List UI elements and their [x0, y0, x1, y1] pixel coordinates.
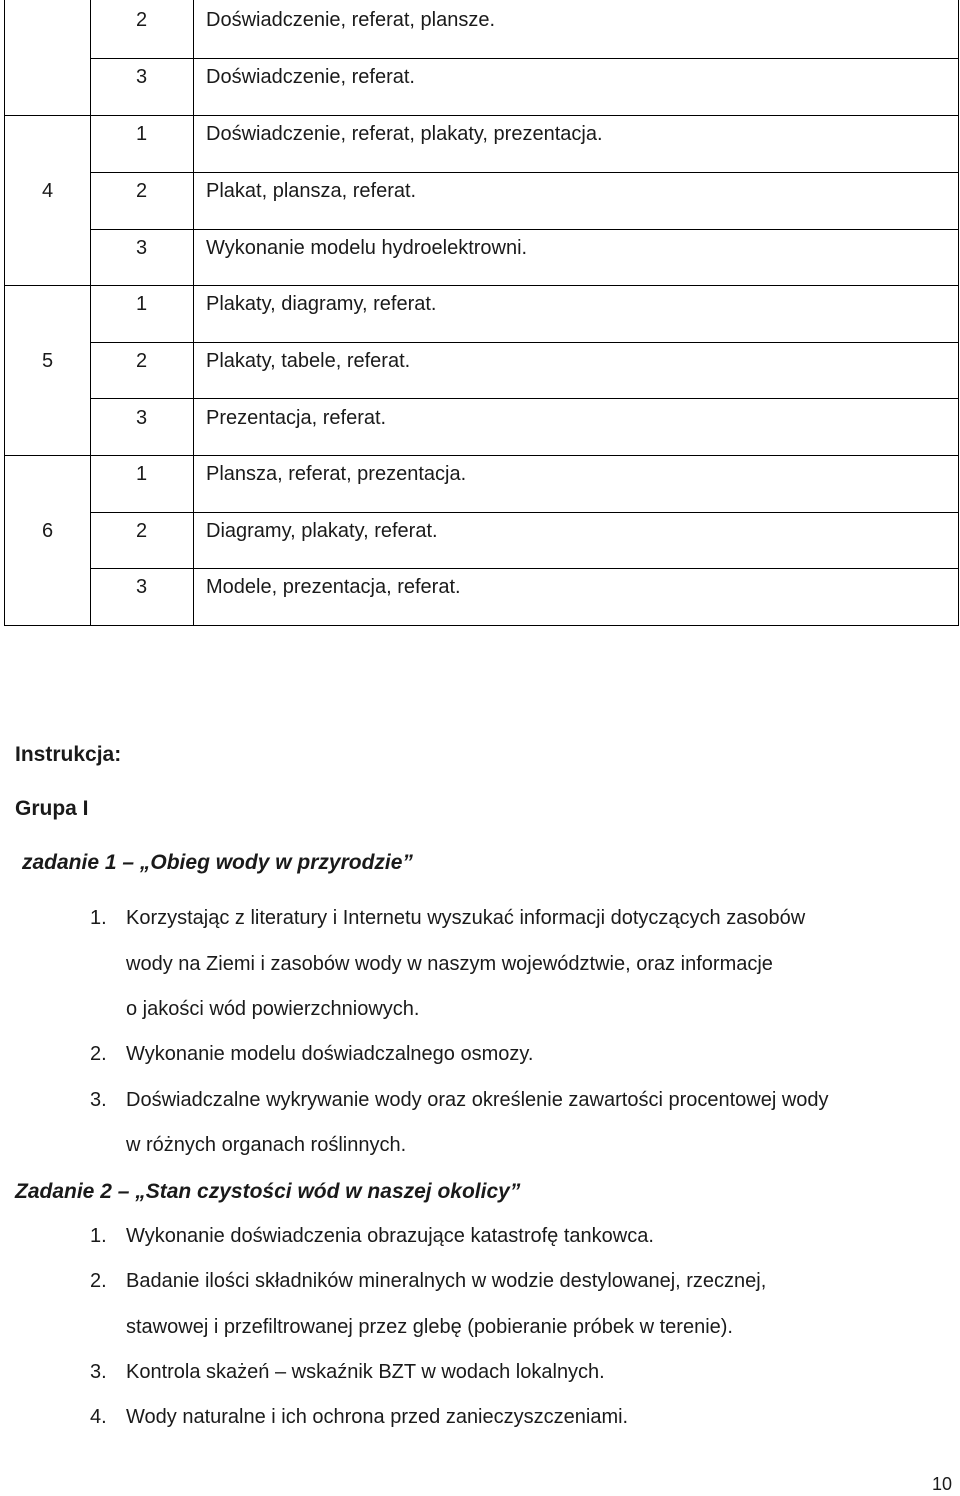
task2-item-number: 2.: [90, 1270, 107, 1292]
table-group-divider: [4, 455, 959, 456]
table-border-bottom: [4, 625, 959, 626]
task1-title: zadanie 1 – „Obieg wody w przyrodzie”: [22, 851, 413, 874]
table-cell-description: Doświadczenie, referat, plansze.: [206, 9, 496, 31]
table-cell-number: 2: [136, 9, 148, 31]
table-cell-number: 1: [136, 293, 148, 315]
task1-item-number: 3.: [90, 1089, 107, 1111]
table-cell-description: Modele, prezentacja, referat.: [206, 576, 461, 598]
table-row-divider: [90, 568, 959, 569]
page-number: 10: [931, 1474, 952, 1494]
table-row-divider: [90, 172, 959, 173]
task1-item-line: Wykonanie modelu doświadczalnego osmozy.: [126, 1043, 534, 1065]
table-cell-description: Plansza, referat, prezentacja.: [206, 463, 467, 485]
task1-item-line: wody na Ziemi i zasobów wody w naszym województwie, oraz informacje: [126, 953, 773, 975]
table-cell-group: 5: [42, 350, 54, 372]
task2-item-line: stawowej i przefiltrowanej przez glebę (pobieranie próbek w terenie).: [126, 1316, 733, 1338]
table-border-left: [4, 0, 5, 626]
table-cell-number: 1: [136, 463, 148, 485]
table-border-col2: [193, 0, 194, 626]
task2-item-line: Wykonanie doświadczenia obrazujące katastrofę tankowca.: [126, 1225, 654, 1247]
task2-item-number: 1.: [90, 1225, 107, 1247]
table-row-divider: [90, 512, 959, 513]
task1-item-number: 2.: [90, 1043, 107, 1065]
table-cell-description: Plakaty, tabele, referat.: [206, 350, 411, 372]
table-cell-description: Wykonanie modelu hydroelektrowni.: [206, 237, 528, 259]
task1-item-line: w różnych organach roślinnych.: [126, 1134, 407, 1156]
table-cell-number: 3: [136, 66, 148, 88]
task2-item-number: 4.: [90, 1406, 107, 1428]
table-cell-description: Plakaty, diagramy, referat.: [206, 293, 437, 315]
table-border-right: [958, 0, 959, 626]
task2-title: Zadanie 2 – „Stan czystości wód w naszej okolicy”: [15, 1180, 521, 1203]
table-cell-number: 2: [136, 520, 148, 542]
table-row-divider: [90, 398, 959, 399]
instructions-heading: Instrukcja:: [15, 743, 122, 766]
task2-item-line: Kontrola skażeń – wskaźnik BZT w wodach lokalnych.: [126, 1361, 605, 1383]
task1-item-line: Doświadczalne wykrywanie wody oraz określenie zawartości procentowej wody: [126, 1089, 829, 1111]
schedule-table: [4, 0, 959, 626]
task1-item-line: o jakości wód powierzchniowych.: [126, 998, 420, 1020]
table-cell-group: 6: [42, 520, 54, 542]
task2-item-line: Wody naturalne i ich ochrona przed zanieczyszczeniami.: [126, 1406, 629, 1428]
table-cell-description: Doświadczenie, referat.: [206, 66, 415, 88]
table-cell-number: 3: [136, 407, 148, 429]
table-cell-description: Prezentacja, referat.: [206, 407, 387, 429]
table-row-divider: [90, 342, 959, 343]
table-cell-number: 3: [136, 576, 148, 598]
table-cell-description: Diagramy, plakaty, referat.: [206, 520, 438, 542]
table-cell-description: Doświadczenie, referat, plakaty, prezentacja.: [206, 123, 603, 145]
task1-item-number: 1.: [90, 907, 107, 929]
table-group-divider: [4, 285, 959, 286]
table-cell-number: 3: [136, 237, 148, 259]
table-row-divider: [90, 58, 959, 59]
table-cell-group: 4: [42, 180, 54, 202]
table-row-divider: [90, 229, 959, 230]
group-label: Grupa I: [15, 797, 89, 820]
task1-item-line: Korzystając z literatury i Internetu wyszukać informacji dotyczących zasobów: [126, 907, 806, 929]
table-cell-description: Plakat, plansza, referat.: [206, 180, 417, 202]
task2-item-number: 3.: [90, 1361, 107, 1383]
table-cell-number: 1: [136, 123, 148, 145]
task2-item-line: Badanie ilości składników mineralnych w wodzie destylowanej, rzecznej,: [126, 1270, 767, 1292]
table-cell-number: 2: [136, 350, 148, 372]
table-group-divider: [4, 115, 959, 116]
table-cell-number: 2: [136, 180, 148, 202]
table-border-col1: [90, 0, 91, 626]
